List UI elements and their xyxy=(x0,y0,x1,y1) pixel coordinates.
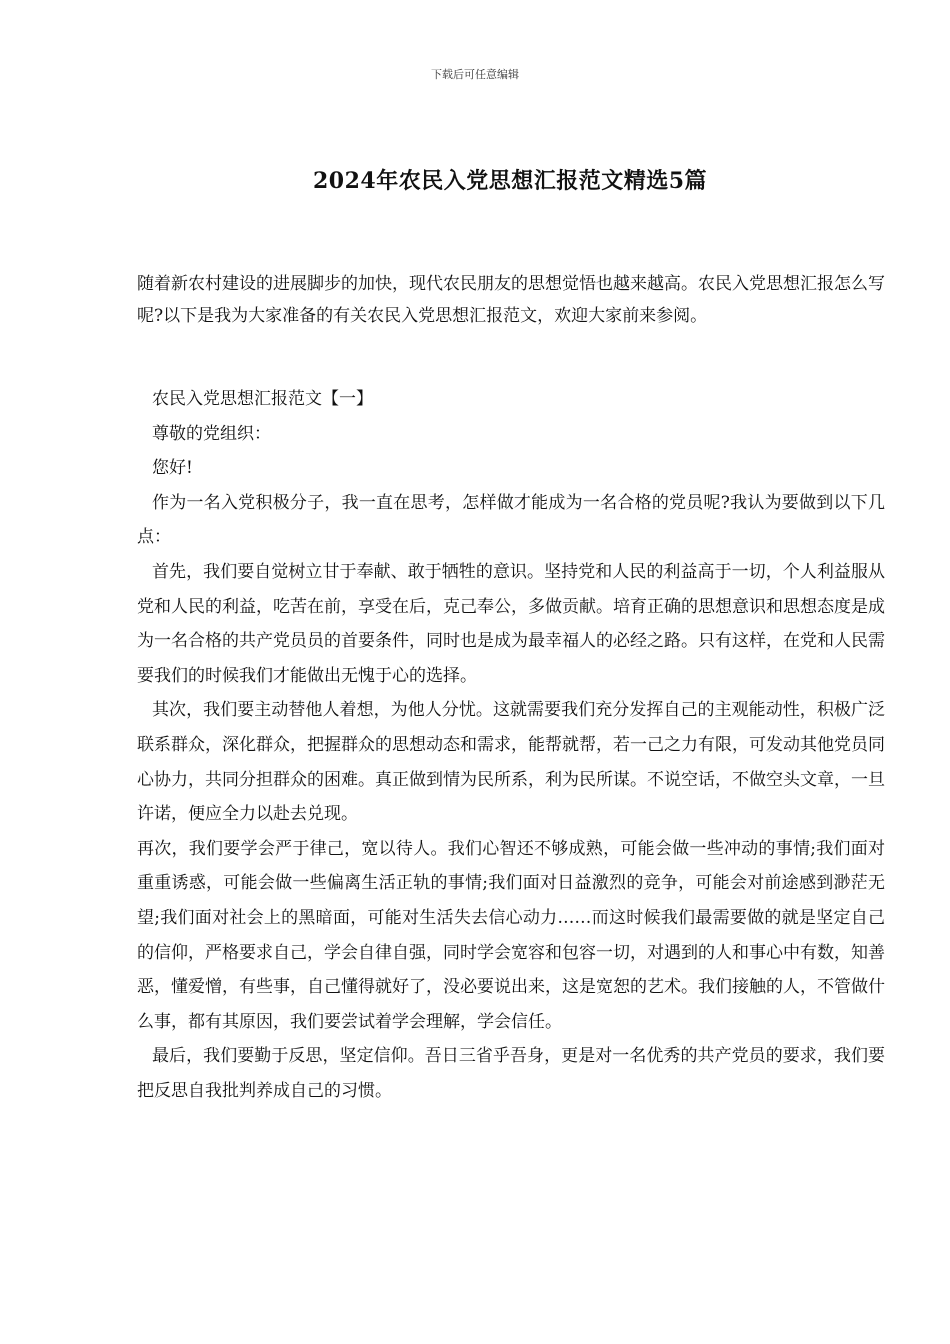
intro-paragraph xyxy=(137,268,885,332)
section-heading: 农民入党思想汇报范文【一】 xyxy=(152,389,373,409)
paragraph: 作为一名入党积极分子，我一直在思考，怎样做才能成为一名合格的党员呢?我认为要做到以下几点： xyxy=(137,492,885,548)
paragraph: 最后，我们要勤于反思，坚定信仰。吾日三省乎吾身，更是对一名优秀的共产党员的要求，我们要把反思自我批判养成自己的习惯。 xyxy=(137,1046,885,1101)
document-title: 2024年农民入党思想汇报范文精选5篇 xyxy=(312,168,708,194)
greeting: 您好! xyxy=(152,458,193,479)
paragraph: 其次，我们要主动替他人着想，为他人分忧。这就需要我们充分发挥自己的主观能动性，积极广泛联系群众，深化群众，把握群众的思想动态和需求，能帮就帮，若一己之力有限，可发动其他党员同心协力，共同分担群众的困难。真正做到情为民所系，利为民所谋。不说空话，不做空头文章，一旦许诺，便应全力以赴去兑现。 xyxy=(137,700,885,825)
letter-body xyxy=(137,382,885,1108)
intro-text: 随着新农村建设的进展脚步的加快，现代农民朋友的思想觉悟也越来越高。农民入党思想汇报怎么写呢?以下是我为大家准备的有关农民入党思想汇报范文，欢迎大家前来参阅。 xyxy=(137,274,885,326)
salutation: 尊敬的党组织： xyxy=(152,423,271,444)
paragraph: 首先，我们要自觉树立甘于奉献、敢于牺牲的意识。坚持党和人民的利益高于一切，个人利益服从党和人民的利益，吃苦在前，享受在后，克己奉公，多做贡献。培育正确的思想意识和思想态度是成为一名合格的共产党员员的首要条件，同时也是成为最幸福人的必经之路。只有这样，在党和人民需要我们的时候我们才能做出无愧于心的选择。 xyxy=(137,561,885,686)
paragraph: 再次，我们要学会严于律己，宽以待人。我们心智还不够成熟，可能会做一些冲动的事情;我们面对重重诱惑，可能会做一些偏离生活正轨的事情;我们面对日益激烈的竞争，可能会对前途感到渺茫无望;我们面对社会上的黑暗面，可能对生活失去信心动力……而这时候我们最需要做的就是坚定自己的信仰，严格要求自己，学会自律自强，同时学会宽容和包容一切，对遇到的人和事心中有数，知善恶，懂爱憎，有些事，自己懂得就好了，没必要说出来，这是宽恕的艺术。我们接触的人，不管做什么事，都有其原因，我们要尝试着学会理解，学会信任。 xyxy=(137,838,885,1032)
header-note: 下载后可任意编辑 xyxy=(431,68,519,81)
